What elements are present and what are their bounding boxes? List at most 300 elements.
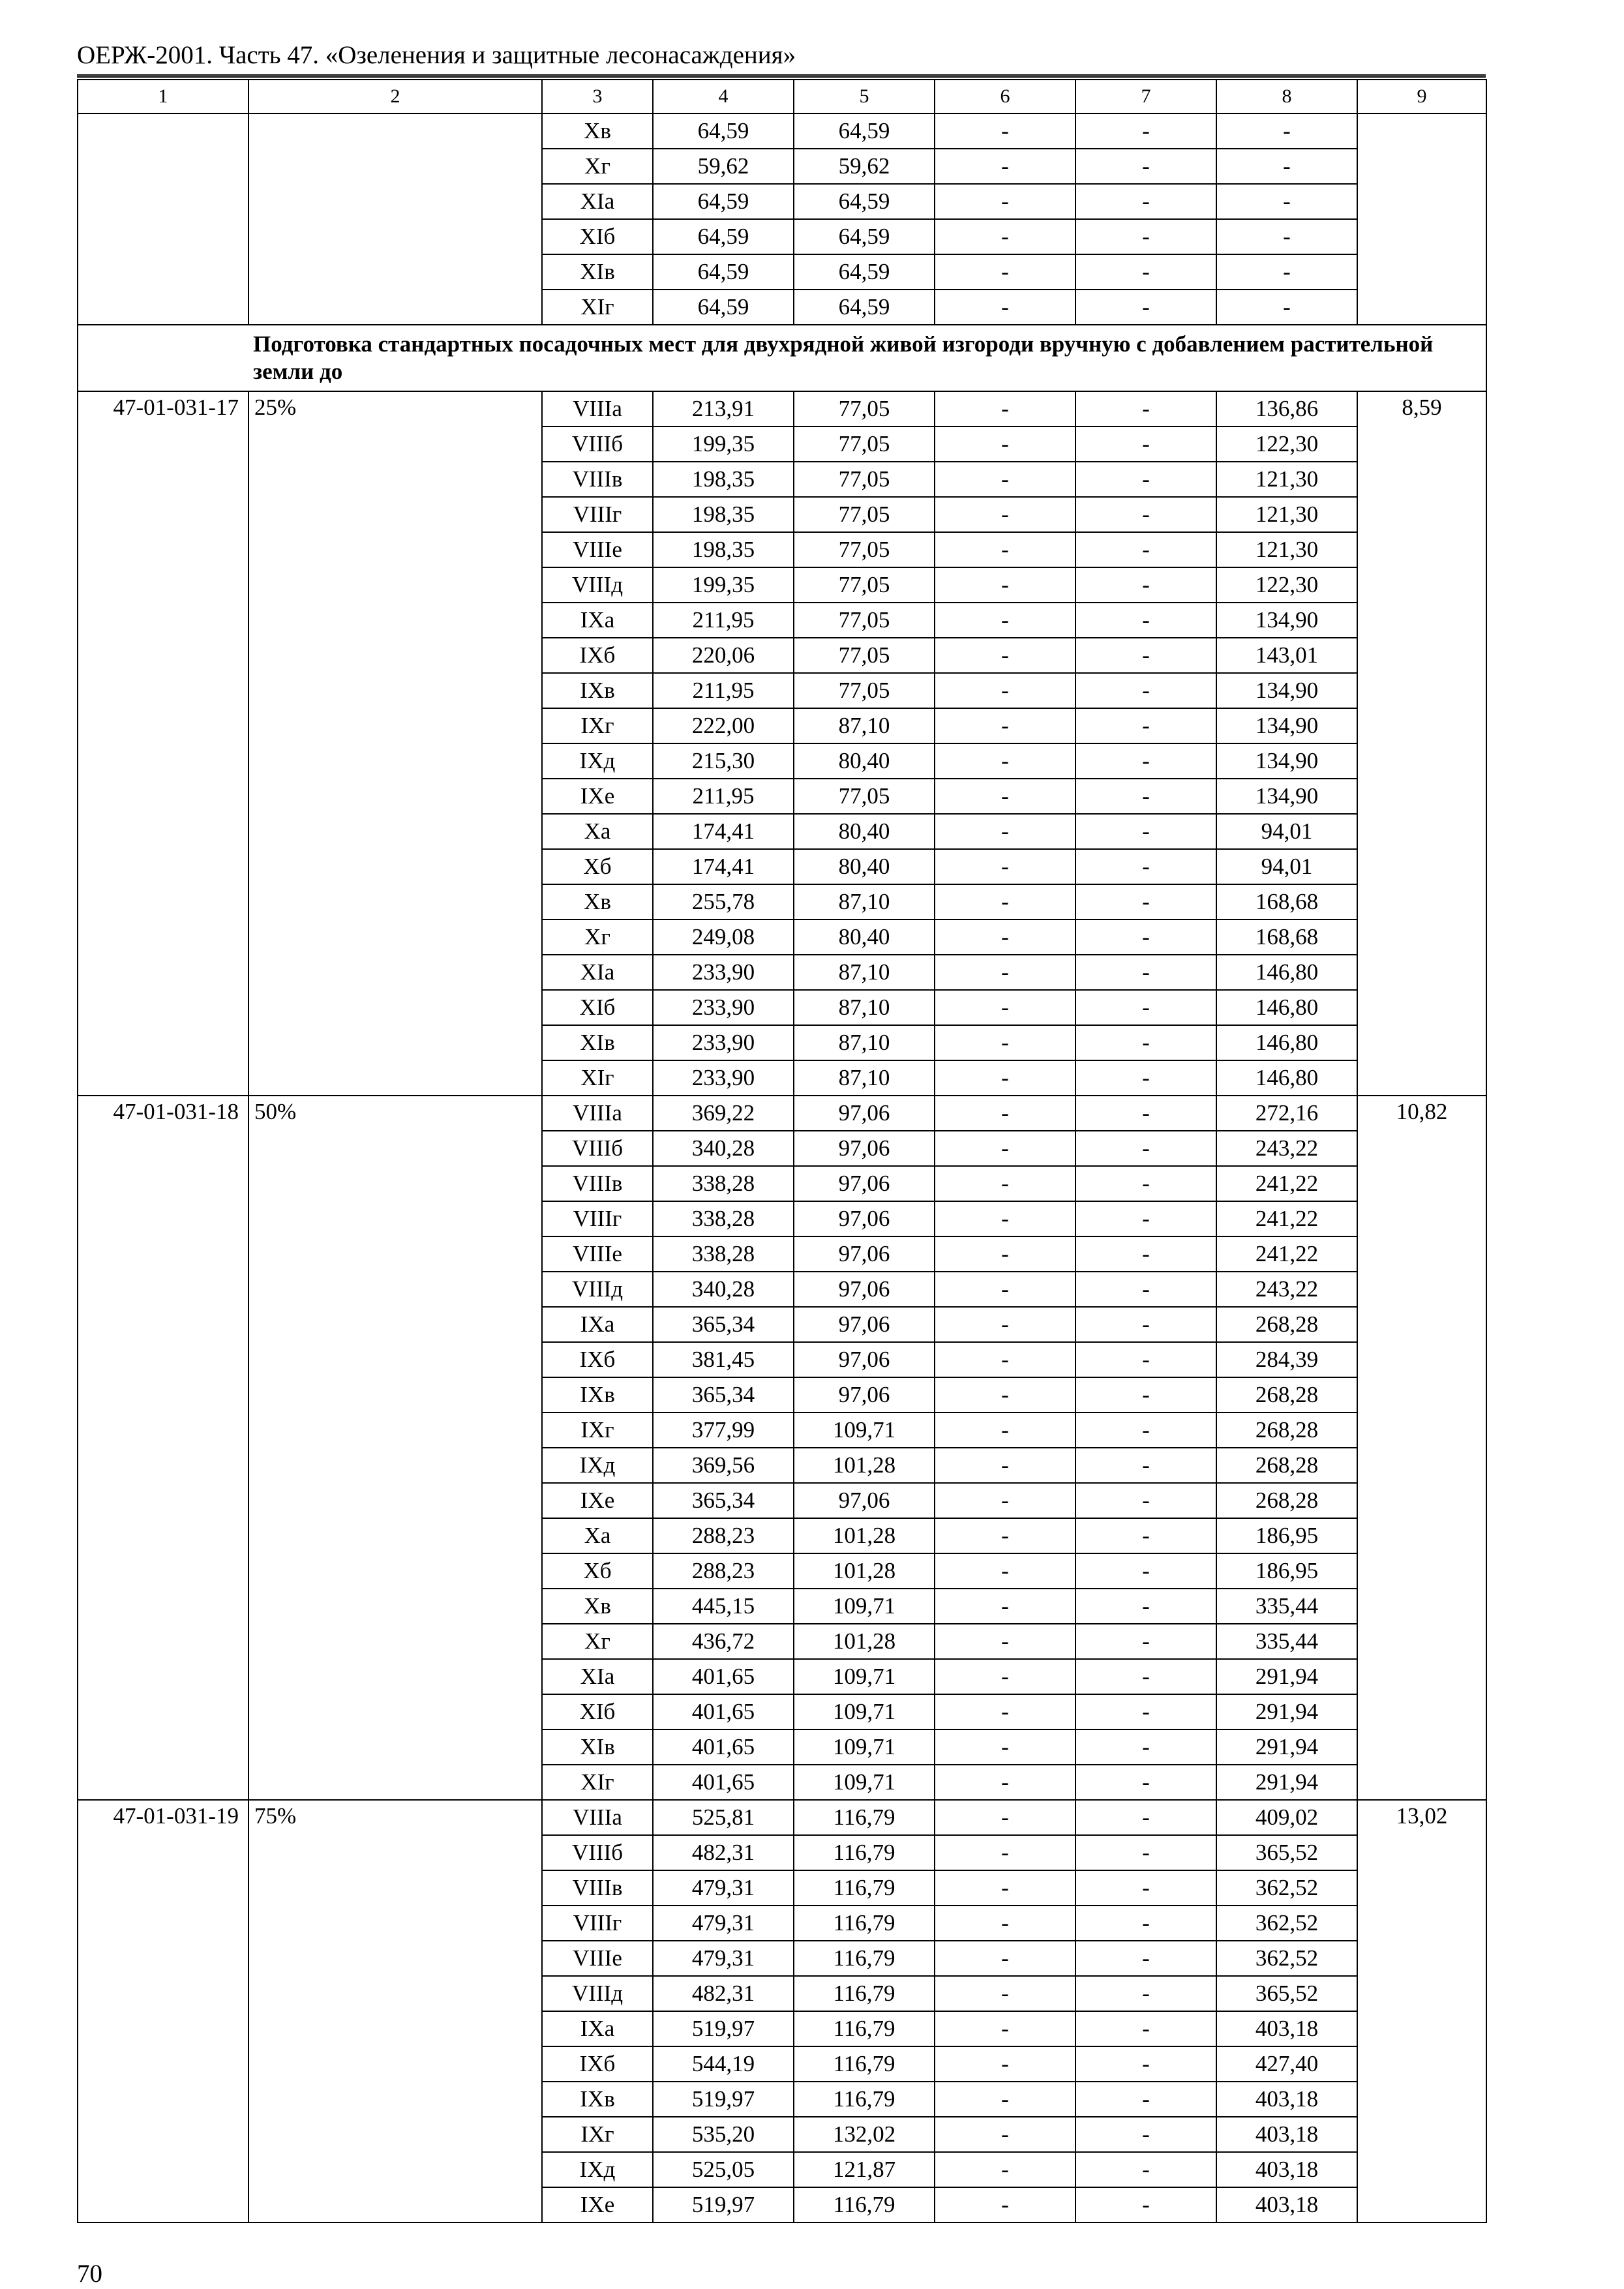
wages-cell: 97,06	[794, 1377, 935, 1413]
materials-cell: 291,94	[1216, 1729, 1357, 1765]
region-cell: VIIIе	[542, 1236, 653, 1272]
operator-wages-cell: -	[1075, 779, 1216, 814]
operator-wages-cell: -	[1075, 1413, 1216, 1448]
region-cell: Хв	[542, 113, 653, 149]
total-cost-cell: 401,65	[653, 1765, 794, 1800]
region-cell: VIIIг	[542, 497, 653, 532]
operator-wages-cell: -	[1075, 149, 1216, 184]
materials-cell: 146,80	[1216, 990, 1357, 1025]
region-cell: ХIа	[542, 184, 653, 219]
region-cell: Хг	[542, 920, 653, 955]
region-cell: VIIIв	[542, 1870, 653, 1906]
total-cost-cell: 213,91	[653, 391, 794, 426]
machine-cost-cell: -	[935, 1906, 1075, 1941]
machine-cost-cell: -	[935, 1729, 1075, 1765]
operator-wages-cell: -	[1075, 2011, 1216, 2046]
machine-cost-cell: -	[935, 1166, 1075, 1201]
wages-cell: 116,79	[794, 2046, 935, 2082]
region-cell: Хг	[542, 1624, 653, 1659]
region-cell: ХIб	[542, 219, 653, 254]
materials-cell: -	[1216, 290, 1357, 325]
column-number-cell: 3	[542, 80, 653, 113]
wages-cell: 97,06	[794, 1131, 935, 1166]
total-cost-cell: 174,41	[653, 814, 794, 849]
percent-cell: 50%	[248, 1096, 542, 1800]
materials-cell: 268,28	[1216, 1413, 1357, 1448]
region-cell: Хг	[542, 149, 653, 184]
total-cost-cell: 381,45	[653, 1342, 794, 1377]
machine-cost-cell: -	[935, 1765, 1075, 1800]
machine-cost-cell: -	[935, 254, 1075, 290]
price-table-container	[77, 79, 1486, 2223]
rate-code-cell: 47-01-031-19	[78, 1800, 248, 2222]
total-cost-cell: 525,81	[653, 1800, 794, 1835]
operator-wages-cell: -	[1075, 708, 1216, 743]
wages-cell: 109,71	[794, 1729, 935, 1765]
operator-wages-cell: -	[1075, 1729, 1216, 1765]
wages-cell: 64,59	[794, 219, 935, 254]
region-cell: VIIIг	[542, 1906, 653, 1941]
machine-cost-cell: -	[935, 603, 1075, 638]
wages-cell: 97,06	[794, 1236, 935, 1272]
total-cost-cell: 288,23	[653, 1518, 794, 1553]
operator-wages-cell: -	[1075, 1976, 1216, 2011]
operator-wages-cell: -	[1075, 1589, 1216, 1624]
wages-cell: 116,79	[794, 2011, 935, 2046]
materials-cell: 241,22	[1216, 1166, 1357, 1201]
machine-cost-cell: -	[935, 1835, 1075, 1870]
machine-cost-cell: -	[935, 849, 1075, 884]
machine-cost-cell: -	[935, 2117, 1075, 2152]
materials-cell: 403,18	[1216, 2011, 1357, 2046]
machine-cost-cell: -	[935, 2187, 1075, 2222]
region-cell: ХIг	[542, 290, 653, 325]
region-cell: IХе	[542, 779, 653, 814]
machine-cost-cell: -	[935, 990, 1075, 1025]
table-row	[78, 391, 1486, 426]
column-numbers-row	[78, 80, 1486, 113]
total-cost-cell: 445,15	[653, 1589, 794, 1624]
materials-cell: 122,30	[1216, 426, 1357, 462]
percent-cell: 25%	[248, 391, 542, 1096]
total-cost-cell: 211,95	[653, 673, 794, 708]
materials-cell: 94,01	[1216, 849, 1357, 884]
total-cost-cell: 64,59	[653, 113, 794, 149]
materials-cell: 134,90	[1216, 708, 1357, 743]
wages-cell: 116,79	[794, 1870, 935, 1906]
region-cell: IХе	[542, 1483, 653, 1518]
total-cost-cell: 220,06	[653, 638, 794, 673]
machine-cost-cell: -	[935, 1976, 1075, 2011]
machine-cost-cell: -	[935, 1800, 1075, 1835]
materials-cell: 403,18	[1216, 2117, 1357, 2152]
materials-cell: 121,30	[1216, 497, 1357, 532]
wages-cell: 109,71	[794, 1659, 935, 1694]
machine-cost-cell: -	[935, 1694, 1075, 1729]
total-cost-cell: 401,65	[653, 1729, 794, 1765]
total-cost-cell: 519,97	[653, 2187, 794, 2222]
operator-wages-cell: -	[1075, 1096, 1216, 1131]
operator-wages-cell: -	[1075, 2187, 1216, 2222]
total-cost-cell: 401,65	[653, 1659, 794, 1694]
operator-wages-cell: -	[1075, 884, 1216, 920]
region-cell: VIIIа	[542, 391, 653, 426]
wages-cell: 97,06	[794, 1342, 935, 1377]
region-cell: VIIIа	[542, 1800, 653, 1835]
operator-wages-cell: -	[1075, 990, 1216, 1025]
region-cell: IХб	[542, 1342, 653, 1377]
machine-cost-cell: -	[935, 1236, 1075, 1272]
total-cost-cell: 215,30	[653, 743, 794, 779]
region-cell: IХг	[542, 1413, 653, 1448]
materials-cell: -	[1216, 254, 1357, 290]
materials-cell: 365,52	[1216, 1976, 1357, 2011]
materials-cell: 122,30	[1216, 567, 1357, 603]
region-cell: IХа	[542, 1307, 653, 1342]
region-cell: IХе	[542, 2187, 653, 2222]
total-cost-cell: 365,34	[653, 1483, 794, 1518]
region-cell: IХа	[542, 603, 653, 638]
wages-cell: 116,79	[794, 2187, 935, 2222]
operator-wages-cell: -	[1075, 1377, 1216, 1413]
wages-cell: 116,79	[794, 1906, 935, 1941]
wages-cell: 87,10	[794, 708, 935, 743]
wages-cell: 97,06	[794, 1272, 935, 1307]
machine-cost-cell: -	[935, 184, 1075, 219]
operator-wages-cell: -	[1075, 1553, 1216, 1589]
wages-cell: 77,05	[794, 462, 935, 497]
operator-wages-cell: -	[1075, 113, 1216, 149]
wages-cell: 77,05	[794, 426, 935, 462]
machine-cost-cell: -	[935, 1870, 1075, 1906]
materials-cell: 268,28	[1216, 1483, 1357, 1518]
page-number: 70	[77, 2260, 102, 2288]
materials-cell: 403,18	[1216, 2082, 1357, 2117]
machine-cost-cell: -	[935, 113, 1075, 149]
total-cost-cell: 525,05	[653, 2152, 794, 2187]
total-cost-cell: 59,62	[653, 149, 794, 184]
operator-wages-cell: -	[1075, 1025, 1216, 1060]
total-cost-cell: 64,59	[653, 254, 794, 290]
total-cost-cell: 233,90	[653, 990, 794, 1025]
materials-cell: 134,90	[1216, 673, 1357, 708]
total-cost-cell: 288,23	[653, 1553, 794, 1589]
wages-cell: 77,05	[794, 532, 935, 567]
machine-cost-cell: -	[935, 1941, 1075, 1976]
operator-wages-cell: -	[1075, 1272, 1216, 1307]
operator-wages-cell: -	[1075, 1835, 1216, 1870]
operator-wages-cell: -	[1075, 2046, 1216, 2082]
machine-cost-cell: -	[935, 1025, 1075, 1060]
wages-cell: 109,71	[794, 1765, 935, 1800]
materials-cell: -	[1216, 149, 1357, 184]
region-cell: IХб	[542, 638, 653, 673]
code-cell-empty	[78, 113, 248, 325]
region-cell: IХб	[542, 2046, 653, 2082]
operator-wages-cell: -	[1075, 391, 1216, 426]
column-number-cell: 4	[653, 80, 794, 113]
total-cost-cell: 340,28	[653, 1272, 794, 1307]
materials-cell: 403,18	[1216, 2187, 1357, 2222]
wages-cell: 87,10	[794, 955, 935, 990]
operator-wages-cell: -	[1075, 1518, 1216, 1553]
materials-cell: 146,80	[1216, 955, 1357, 990]
materials-cell: 186,95	[1216, 1518, 1357, 1553]
region-cell: VIIIб	[542, 1131, 653, 1166]
materials-cell: 365,52	[1216, 1835, 1357, 1870]
region-cell: ХIг	[542, 1060, 653, 1096]
total-cost-cell: 64,59	[653, 219, 794, 254]
wages-cell: 80,40	[794, 814, 935, 849]
operator-wages-cell: -	[1075, 1765, 1216, 1800]
materials-cell: 241,22	[1216, 1201, 1357, 1236]
wages-cell: 97,06	[794, 1166, 935, 1201]
region-cell: ХIб	[542, 990, 653, 1025]
total-cost-cell: 199,35	[653, 567, 794, 603]
table-row	[78, 113, 1486, 149]
wages-cell: 77,05	[794, 779, 935, 814]
materials-cell: 403,18	[1216, 2152, 1357, 2187]
total-cost-cell: 222,00	[653, 708, 794, 743]
machine-cost-cell: -	[935, 708, 1075, 743]
machine-cost-cell: -	[935, 2152, 1075, 2187]
total-cost-cell: 211,95	[653, 779, 794, 814]
wages-cell: 109,71	[794, 1413, 935, 1448]
machine-cost-cell: -	[935, 391, 1075, 426]
total-cost-cell: 233,90	[653, 1060, 794, 1096]
region-cell: ХIв	[542, 1729, 653, 1765]
region-cell: ХIг	[542, 1765, 653, 1800]
materials-cell: 168,68	[1216, 920, 1357, 955]
machine-cost-cell: -	[935, 1307, 1075, 1342]
wages-cell: 116,79	[794, 1976, 935, 2011]
total-cost-cell: 199,35	[653, 426, 794, 462]
column-number-cell: 7	[1075, 80, 1216, 113]
region-cell: IХа	[542, 2011, 653, 2046]
operator-wages-cell: -	[1075, 849, 1216, 884]
total-cost-cell: 64,59	[653, 184, 794, 219]
operator-wages-cell: -	[1075, 1800, 1216, 1835]
region-cell: IХд	[542, 1448, 653, 1483]
machine-cost-cell: -	[935, 1448, 1075, 1483]
column-number-cell: 5	[794, 80, 935, 113]
total-cost-cell: 211,95	[653, 603, 794, 638]
total-cost-cell: 340,28	[653, 1131, 794, 1166]
machine-cost-cell: -	[935, 567, 1075, 603]
wages-cell: 116,79	[794, 1941, 935, 1976]
wages-cell: 101,28	[794, 1518, 935, 1553]
region-cell: Ха	[542, 1518, 653, 1553]
wages-cell: 109,71	[794, 1589, 935, 1624]
labor-cost-cell: 13,02	[1357, 1800, 1486, 2222]
operator-wages-cell: -	[1075, 1941, 1216, 1976]
machine-cost-cell: -	[935, 1483, 1075, 1518]
wages-cell: 77,05	[794, 567, 935, 603]
operator-wages-cell: -	[1075, 497, 1216, 532]
region-cell: ХIв	[542, 1025, 653, 1060]
materials-cell: 362,52	[1216, 1941, 1357, 1976]
machine-cost-cell: -	[935, 426, 1075, 462]
region-cell: ХIв	[542, 254, 653, 290]
total-cost-cell: 233,90	[653, 955, 794, 990]
region-cell: Хб	[542, 849, 653, 884]
machine-cost-cell: -	[935, 462, 1075, 497]
total-cost-cell: 174,41	[653, 849, 794, 884]
wages-cell: 87,10	[794, 884, 935, 920]
machine-cost-cell: -	[935, 1060, 1075, 1096]
materials-cell: 121,30	[1216, 532, 1357, 567]
wages-cell: 64,59	[794, 290, 935, 325]
total-cost-cell: 479,31	[653, 1870, 794, 1906]
materials-cell: 134,90	[1216, 779, 1357, 814]
region-cell: ХIб	[542, 1694, 653, 1729]
operator-wages-cell: -	[1075, 1342, 1216, 1377]
page-header: ОЕРЖ-2001. Часть 47. «Озеленения и защитные лесонасаждения»	[77, 37, 1486, 78]
total-cost-cell: 338,28	[653, 1201, 794, 1236]
wages-cell: 109,71	[794, 1694, 935, 1729]
column-number-cell: 9	[1357, 80, 1486, 113]
materials-cell: 134,90	[1216, 603, 1357, 638]
operator-wages-cell: -	[1075, 219, 1216, 254]
column-number-cell: 6	[935, 80, 1075, 113]
wages-cell: 77,05	[794, 391, 935, 426]
materials-cell: 409,02	[1216, 1800, 1357, 1835]
operator-wages-cell: -	[1075, 1870, 1216, 1906]
materials-cell: 143,01	[1216, 638, 1357, 673]
region-cell: VIIIд	[542, 1976, 653, 2011]
wages-cell: 97,06	[794, 1096, 935, 1131]
materials-cell: 335,44	[1216, 1624, 1357, 1659]
total-cost-cell: 401,65	[653, 1694, 794, 1729]
operator-wages-cell: -	[1075, 743, 1216, 779]
materials-cell: 136,86	[1216, 391, 1357, 426]
total-cost-cell: 198,35	[653, 462, 794, 497]
column-number-cell: 1	[78, 80, 248, 113]
operator-wages-cell: -	[1075, 1166, 1216, 1201]
wages-cell: 77,05	[794, 497, 935, 532]
region-cell: VIIIв	[542, 462, 653, 497]
operator-wages-cell: -	[1075, 814, 1216, 849]
machine-cost-cell: -	[935, 1659, 1075, 1694]
machine-cost-cell: -	[935, 779, 1075, 814]
region-cell: Хв	[542, 1589, 653, 1624]
machine-cost-cell: -	[935, 290, 1075, 325]
materials-cell: -	[1216, 113, 1357, 149]
machine-cost-cell: -	[935, 149, 1075, 184]
machine-cost-cell: -	[935, 1553, 1075, 1589]
total-cost-cell: 369,56	[653, 1448, 794, 1483]
operator-wages-cell: -	[1075, 2152, 1216, 2187]
operator-wages-cell: -	[1075, 673, 1216, 708]
materials-cell: 291,94	[1216, 1694, 1357, 1729]
operator-wages-cell: -	[1075, 1694, 1216, 1729]
total-cost-cell: 479,31	[653, 1941, 794, 1976]
wages-cell: 116,79	[794, 1800, 935, 1835]
machine-cost-cell: -	[935, 1342, 1075, 1377]
operator-wages-cell: -	[1075, 603, 1216, 638]
machine-cost-cell: -	[935, 1377, 1075, 1413]
machine-cost-cell: -	[935, 920, 1075, 955]
table-row	[78, 1096, 1486, 1131]
machine-cost-cell: -	[935, 1589, 1075, 1624]
total-cost-cell: 338,28	[653, 1236, 794, 1272]
region-cell: VIIIд	[542, 567, 653, 603]
region-cell: VIIIг	[542, 1201, 653, 1236]
total-cost-cell: 519,97	[653, 2011, 794, 2046]
percent-cell-empty	[248, 113, 542, 325]
wages-cell: 59,62	[794, 149, 935, 184]
wages-cell: 64,59	[794, 254, 935, 290]
materials-cell: 121,30	[1216, 462, 1357, 497]
total-cost-cell: 249,08	[653, 920, 794, 955]
machine-cost-cell: -	[935, 219, 1075, 254]
materials-cell: 335,44	[1216, 1589, 1357, 1624]
operator-wages-cell: -	[1075, 1659, 1216, 1694]
total-cost-cell: 233,90	[653, 1025, 794, 1060]
wages-cell: 87,10	[794, 1060, 935, 1096]
machine-cost-cell: -	[935, 1413, 1075, 1448]
labor-cost-cell: 10,82	[1357, 1096, 1486, 1800]
operator-wages-cell: -	[1075, 426, 1216, 462]
rate-code-cell: 47-01-031-18	[78, 1096, 248, 1800]
machine-cost-cell: -	[935, 1272, 1075, 1307]
wages-cell: 77,05	[794, 673, 935, 708]
materials-cell: 146,80	[1216, 1060, 1357, 1096]
region-cell: IХг	[542, 708, 653, 743]
materials-cell: 241,22	[1216, 1236, 1357, 1272]
wages-cell: 87,10	[794, 1025, 935, 1060]
table-row	[78, 1800, 1486, 1835]
percent-cell: 75%	[248, 1800, 542, 2222]
wages-cell: 97,06	[794, 1483, 935, 1518]
total-cost-cell: 482,31	[653, 1835, 794, 1870]
labor-cost-cell: 8,59	[1357, 391, 1486, 1096]
total-cost-cell: 198,35	[653, 532, 794, 567]
operator-wages-cell: -	[1075, 1131, 1216, 1166]
operator-wages-cell: -	[1075, 920, 1216, 955]
machine-cost-cell: -	[935, 743, 1075, 779]
total-cost-cell: 482,31	[653, 1976, 794, 2011]
total-cost-cell: 479,31	[653, 1906, 794, 1941]
wages-cell: 97,06	[794, 1307, 935, 1342]
machine-cost-cell: -	[935, 497, 1075, 532]
total-cost-cell: 436,72	[653, 1624, 794, 1659]
operator-wages-cell: -	[1075, 2082, 1216, 2117]
operator-wages-cell: -	[1075, 254, 1216, 290]
materials-cell: 243,22	[1216, 1131, 1357, 1166]
operator-wages-cell: -	[1075, 1201, 1216, 1236]
labor-cell-empty	[1357, 113, 1486, 325]
materials-cell: 94,01	[1216, 814, 1357, 849]
machine-cost-cell: -	[935, 1096, 1075, 1131]
materials-cell: 362,52	[1216, 1906, 1357, 1941]
machine-cost-cell: -	[935, 1131, 1075, 1166]
materials-cell: 168,68	[1216, 884, 1357, 920]
wages-cell: 64,59	[794, 113, 935, 149]
region-cell: VIIIб	[542, 426, 653, 462]
total-cost-cell: 338,28	[653, 1166, 794, 1201]
column-number-cell: 2	[248, 80, 542, 113]
total-cost-cell: 377,99	[653, 1413, 794, 1448]
total-cost-cell: 544,19	[653, 2046, 794, 2082]
region-cell: ХIа	[542, 955, 653, 990]
region-cell: VIIIе	[542, 1941, 653, 1976]
operator-wages-cell: -	[1075, 184, 1216, 219]
operator-wages-cell: -	[1075, 1060, 1216, 1096]
machine-cost-cell: -	[935, 2046, 1075, 2082]
wages-cell: 121,87	[794, 2152, 935, 2187]
machine-cost-cell: -	[935, 638, 1075, 673]
